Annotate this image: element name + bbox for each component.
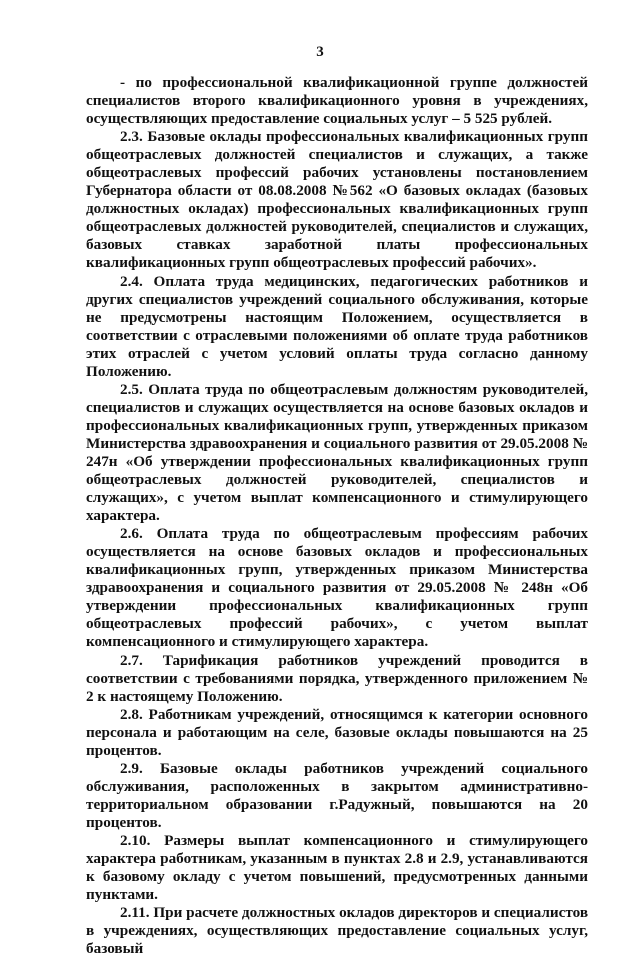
paragraph-2-7: 2.7. Тарификация работников учреждений проводится в соответствии с требованиями порядка, утвержденного приложением № 2 к настоящему Положению. [86, 651, 588, 705]
paragraph-2-10: 2.10. Размеры выплат компенсационного и стимулирующего характера работникам, указанным в пунктах 2.8 и 2.9, устанавливаются к базовому окладу с учетом повышений, предусмотренных данными пунктами. [86, 831, 588, 904]
paragraph-2-3: 2.3. Базовые оклады профессиональных квалификационных групп общеотраслевых должностей специалистов и служащих, а также общеотраслевых профессий рабочих установлены постановлением Губернатора области от 08.08.2008 №562 «О базовых окладах (базовых должностных окладах) профессиональных квалификационных групп общеотраслевых должностей руководителей, специалистов и служащих, базовых ставках заработной платы профессиональных квалификационных групп общеотраслевых профессий рабочих». [86, 128, 588, 272]
paragraph-2-4: 2.4. Оплата труда медицинских, педагогических работников и других специалистов учреждений социального обслуживания, которые не предусмотрены настоящим Положением, осуществляется в соответствии с отраслевыми положениями об оплате труда работников этих отраслей с учетом условий оплаты труда согласно данному Положению. [86, 272, 588, 380]
document-body [86, 74, 588, 958]
paragraph-salary-specialists-level-2: - по профессиональной квалификационной группе должностей специалистов второго квалификационного уровня в учреждениях, осуществляющих предоставление социальных услуг – 5 525 рублей. [86, 74, 588, 128]
paragraph-2-9: 2.9. Базовые оклады работников учреждений социального обслуживания, расположенных в закрытом административно-территориальном образовании г.Радужный, повышаются на 20 процентов. [86, 759, 588, 831]
paragraph-2-6: 2.6. Оплата труда по общеотраслевым профессиям рабочих осуществляется на основе базовых окладов и профессиональных квалификационных групп, утвержденных приказом Министерства здравоохранения и социального развития от 29.05.2008 № 248н «Об утверждении профессиональных квалификационных групп общеотраслевых профессий рабочих», с учетом выплат компенсационного и стимулирующего характера. [86, 525, 588, 651]
paragraph-2-5: 2.5. Оплата труда по общеотраслевым должностям руководителей, специалистов и служащих осуществляется на основе базовых окладов и профессиональных квалификационных групп, утвержденных приказом Министерства здравоохранения и социального развития от 29.05.2008 № 247н «Об утверждении профессиональных квалификационных групп общеотраслевых должностей руководителей, специалистов и служащих», с учетом выплат компенсационного и стимулирующего характера. [86, 380, 588, 525]
paragraph-2-11: 2.11. При расчете должностных окладов директоров и специалистов в учреждениях, осуществляющих предоставление социальных услуг, базовый [86, 904, 589, 958]
paragraph-2-8: 2.8. Работникам учреждений, относящимся к категории основного персонала и работающим на селе, базовые оклады повышаются на 25 процентов. [86, 705, 588, 759]
page-number: 3 [316, 44, 324, 60]
